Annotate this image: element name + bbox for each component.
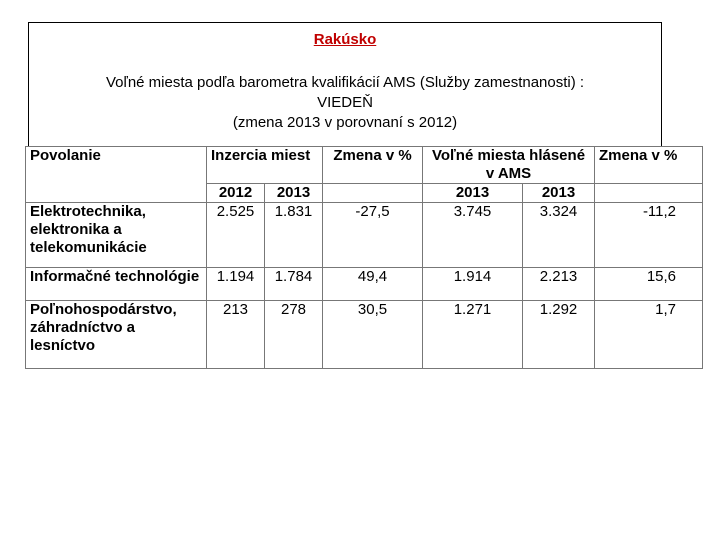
cell-ads-2013: 278	[265, 301, 323, 369]
year-header: 2013	[423, 184, 523, 203]
cell-change-ads: 49,4	[323, 268, 423, 301]
cell-change-vac: 15,6	[595, 268, 703, 301]
table-row	[26, 301, 703, 369]
row-label: Elektrotechnika, elektronika a telekomunikácie	[26, 203, 207, 268]
row-label: Poľnohospodárstvo, záhradníctvo a lesníctvo	[26, 301, 207, 369]
empty-cell	[595, 184, 703, 203]
cell-ads-2012: 1.194	[207, 268, 265, 301]
cell-vac-a: 1.914	[423, 268, 523, 301]
cell-change-vac: 1,7	[595, 301, 703, 369]
col-header-vacancies: Voľné miesta hlásené v AMS	[423, 147, 595, 184]
title-box	[28, 22, 662, 158]
cell-change-ads: 30,5	[323, 301, 423, 369]
table-header-row	[26, 147, 703, 184]
table-row	[26, 203, 703, 268]
cell-vac-b: 2.213	[523, 268, 595, 301]
vacancy-table	[25, 146, 703, 369]
cell-vac-b: 3.324	[523, 203, 595, 268]
row-label: Informačné technológie	[26, 268, 207, 301]
year-header: 2012	[207, 184, 265, 203]
country-title: Rakúsko	[313, 31, 377, 48]
col-header-change-vac: Zmena v %	[595, 147, 703, 184]
cell-ads-2012: 213	[207, 301, 265, 369]
col-header-occupation: Povolanie	[26, 147, 207, 203]
document-title: Voľné miesta podľa barometra kvalifikácií AMS (Služby zamestnanosti) : VIEDEŇ (zmena 2013 v porovnaní s 2012)	[105, 74, 585, 131]
empty-cell	[323, 184, 423, 203]
cell-change-ads: -27,5	[323, 203, 423, 268]
cell-ads-2013: 1.831	[265, 203, 323, 268]
cell-vac-a: 3.745	[423, 203, 523, 268]
cell-ads-2012: 2.525	[207, 203, 265, 268]
year-header: 2013	[265, 184, 323, 203]
cell-ads-2013: 1.784	[265, 268, 323, 301]
cell-change-vac: -11,2	[595, 203, 703, 268]
cell-vac-a: 1.271	[423, 301, 523, 369]
year-header: 2013	[523, 184, 595, 203]
table-row	[26, 268, 703, 301]
cell-vac-b: 1.292	[523, 301, 595, 369]
col-header-ads: Inzercia miest	[207, 147, 323, 184]
col-header-change-ads: Zmena v %	[323, 147, 423, 184]
